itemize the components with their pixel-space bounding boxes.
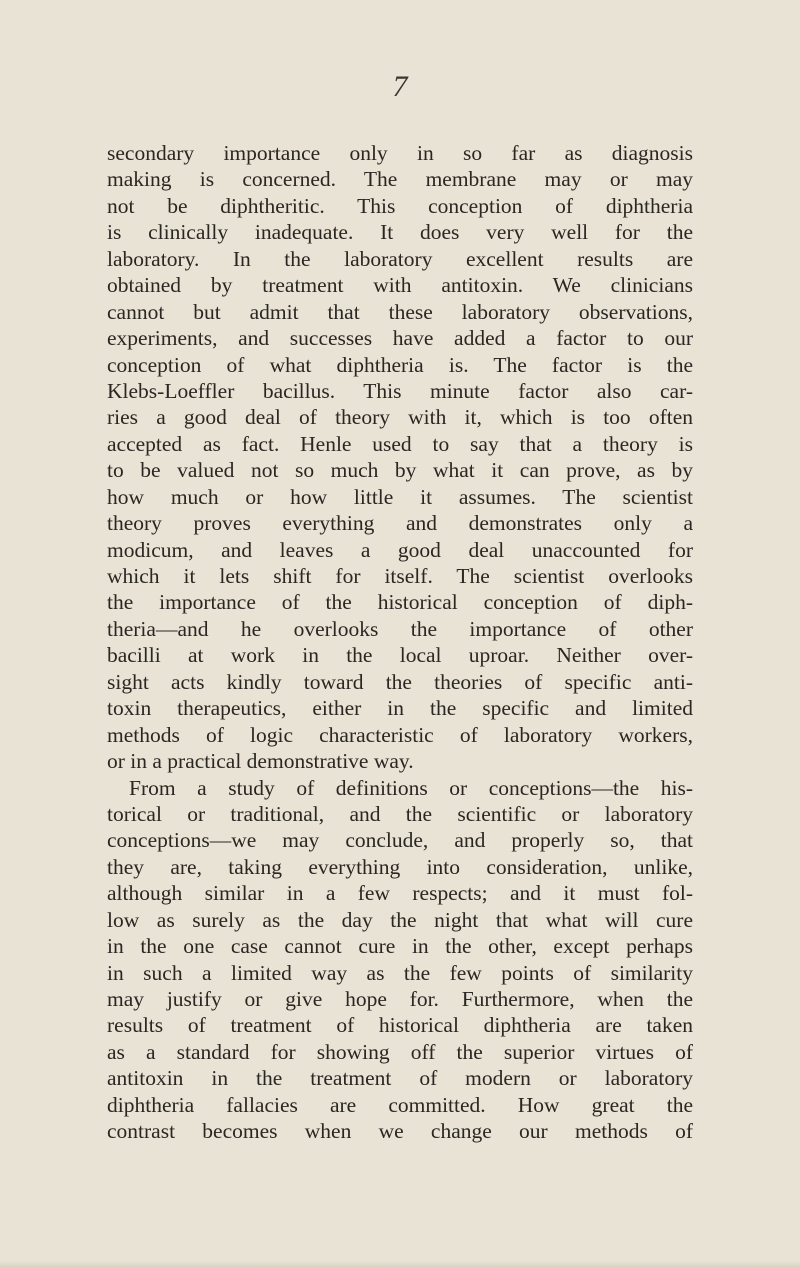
text-line: results of treatment of historical diphtheria are taken [107,1013,693,1038]
paragraph-end-line: or in a practical demonstrative way. [107,749,414,774]
text-line: theria—and he overlooks the importance of other [107,616,693,641]
text-line: theory proves everything and demonstrates only a [107,511,693,536]
text-line: as a standard for showing off the superior virtues of [107,1039,693,1064]
text-line: torical or traditional, and the scientific or laboratory [107,801,693,826]
text-line: laboratory. In the laboratory excellent results are [107,246,693,271]
text-line: secondary importance only in so far as diagnosis [107,141,693,165]
page-bottom-edge [0,1261,800,1267]
page-number: 7 [392,70,408,103]
text-line: conceptions—we may conclude, and properly so, that [107,828,693,853]
text-line: experiments, and successes have added a factor to our [107,326,693,351]
body-text [107,140,693,1145]
text-line: cannot but admit that these laboratory observations, [107,299,693,324]
text-line: contrast becomes when we change our methods of [107,1119,693,1144]
text-line: diphtheria fallacies are committed. How great the [107,1092,693,1117]
text-line: in the one case cannot cure in the other, except perhaps [107,934,693,959]
paragraph-start-line: From a study of definitions or conceptions—the his- [129,775,693,800]
text-line: Klebs-Loeffler bacillus. This minute factor also car- [107,378,693,403]
text-line: toxin therapeutics, either in the specific and limited [107,696,693,721]
text-line: although similar in a few respects; and it must fol- [107,881,693,906]
text-line: methods of logic characteristic of laboratory workers, [107,722,693,747]
text-line: low as surely as the day the night that what will cure [107,907,693,932]
text-line: to be valued not so much by what it can prove, as by [107,458,693,483]
text-line: bacilli at work in the local uproar. Neither over- [107,643,693,668]
text-line: in such a limited way as the few points of similarity [107,960,693,985]
text-line: accepted as fact. Henle used to say that a theory is [107,431,693,456]
text-line: sight acts kindly toward the theories of specific anti- [107,669,693,694]
text-line: not be diphtheritic. This conception of diphtheria [107,193,693,218]
text-line: ries a good deal of theory with it, which is too often [107,405,693,430]
text-line: making is concerned. The membrane may or may [107,167,693,192]
text-line: obtained by treatment with antitoxin. We clinicians [107,273,693,298]
text-line: which it lets shift for itself. The scientist overlooks [107,564,693,588]
text-line: antitoxin in the treatment of modern or laboratory [107,1066,693,1091]
text-line: may justify or give hope for. Furthermore, when the [107,987,693,1011]
text-line: how much or how little it assumes. The scientist [107,484,693,509]
text-line: the importance of the historical conception of diph- [107,590,693,615]
text-line: modicum, and leaves a good deal unaccounted for [107,537,693,562]
text-line: they are, taking everything into consideration, unlike, [107,854,693,879]
text-line: is clinically inadequate. It does very well for the [107,220,693,245]
text-line: conception of what diphtheria is. The factor is the [107,352,693,377]
